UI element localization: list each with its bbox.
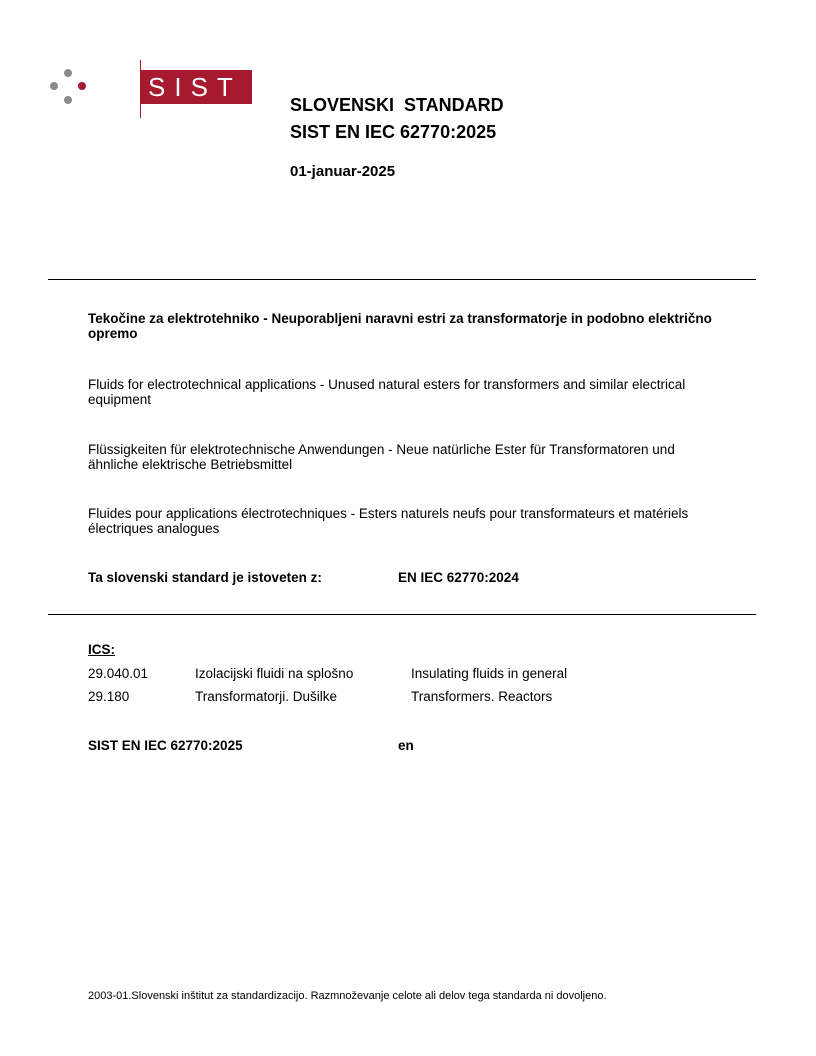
logo-dot-icon [50,82,58,90]
document-language: en [398,738,414,753]
logo-dot-icon [78,82,86,90]
logo-wordmark: SIST [140,70,252,104]
document-code: SIST EN IEC 62770:2025 [88,738,243,753]
standard-date: 01-januar-2025 [290,163,396,180]
title-german: Flüssigkeiten für elektrotechnische Anwendungen - Neue natürliche Ester für Transformatoren und ähnliche elektrische Betriebsmittel [88,442,675,472]
ics-heading: ICS: [88,642,115,657]
ics-name-en: Transformers. Reactors [411,689,553,704]
ics-code: 29.180 [88,689,130,704]
identical-label: Ta slovenski standard je istoveten z: [88,570,322,585]
title-slovenian: Tekočine za elektrotehniko - Neuporabljeni naravni estri za transformatorje in podobno električno opremo [88,311,712,341]
sist-logo [48,60,242,120]
ics-name-sl: Izolacijski fluidi na splošno [195,666,354,681]
title-french: Fluides pour applications électrotechniques - Esters naturels neufs pour transformateurs et matériels électriques analogues [88,506,689,536]
standard-title: SLOVENSKI STANDARD [290,95,504,115]
ics-code: 29.040.01 [88,666,149,681]
logo-dot-icon [64,96,72,104]
divider-top [48,279,756,280]
ics-name-sl: Transformatorji. Dušilke [195,689,338,704]
title-english: Fluids for electrotechnical applications - Unused natural esters for transformers and similar electrical equipment [88,377,686,407]
copyright-footer: 2003-01.Slovenski inštitut za standardizacijo. Razmnoževanje celote ali delov tega standarda ni dovoljeno. [88,990,607,1002]
logo-dot-icon [64,69,72,77]
ics-name-en: Insulating fluids in general [411,666,568,681]
identical-value: EN IEC 62770:2024 [398,570,519,585]
standard-code: SIST EN IEC 62770:2025 [290,122,497,142]
divider-bottom [48,614,756,615]
